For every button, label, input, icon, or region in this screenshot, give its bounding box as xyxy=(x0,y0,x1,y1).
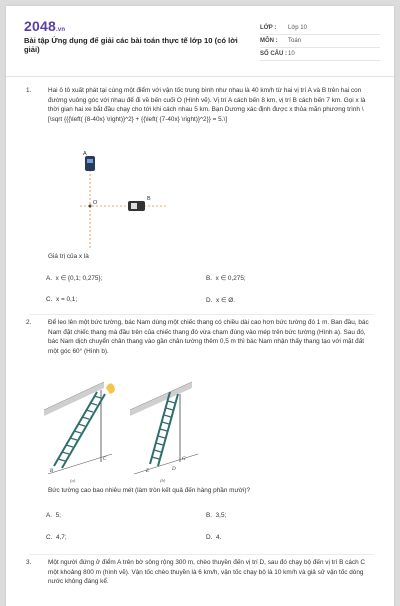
q1-option-a[interactable] xyxy=(46,274,206,282)
option-label: A. xyxy=(46,512,53,519)
figure-ladders xyxy=(42,374,202,486)
label-b: B xyxy=(147,196,151,202)
option-label: B. xyxy=(206,275,213,282)
q2-option-d[interactable] xyxy=(206,534,366,541)
question-separator xyxy=(28,314,374,315)
option-label: B. xyxy=(206,512,213,519)
meta-value: 10 xyxy=(288,51,295,57)
question-number: 1. xyxy=(26,87,32,94)
question-text: Để leo lên một bức tường, bác Nam dùng một chiếc thang có chiều dài cao hơn bức tường đó 1 m. Ban đầu, bác Nam đặt chiếc thang mà đầu trên của chiếc thang đó vừa chạm đúng vào mép trên bức tường (Hình a). Sau đó, bác Nam dịch chuyển chân thang vào gần chân tường thêm 0,5 m thì bác Nam nhận thấy thang tạo với mặt đất một góc 60° (Hình b). xyxy=(48,319,369,355)
question-1-prompt xyxy=(26,252,376,262)
meta-key: SỐ CÂU : xyxy=(260,51,287,57)
label-d: D xyxy=(172,467,176,472)
logo-text: 2048 xyxy=(24,18,56,34)
car-b-window xyxy=(131,203,137,209)
caption-a: (a) xyxy=(70,478,76,483)
q2-answers-row-1 xyxy=(46,512,366,519)
logo-suffix: .vn xyxy=(55,27,66,33)
label-b: B xyxy=(50,469,54,474)
meta-value: Lớp 10 xyxy=(288,25,307,31)
q2-option-b[interactable] xyxy=(206,512,366,519)
q1-answers-row-1 xyxy=(46,274,366,282)
meta-key: LỚP : xyxy=(260,25,277,31)
car-a-icon xyxy=(85,156,95,171)
prompt-text: Giá trị của x là xyxy=(48,253,89,260)
question-2 xyxy=(26,318,376,356)
label-c: C xyxy=(103,457,107,462)
prompt-text: Bức tường cao bao nhiêu mét (làm tròn kết quả đến hàng phần mười)? xyxy=(48,487,251,494)
question-separator xyxy=(28,554,374,555)
label-e: E xyxy=(146,469,150,474)
site-logo[interactable] xyxy=(24,18,65,34)
option-label: D. xyxy=(206,534,213,541)
option-text: x ∈ 0,275; xyxy=(215,275,246,282)
option-label: D. xyxy=(206,297,213,304)
header-divider xyxy=(6,76,394,77)
label-g: G xyxy=(182,457,186,462)
question-1 xyxy=(26,86,376,124)
question-number: 3. xyxy=(26,559,32,566)
option-text: 4,7; xyxy=(55,534,67,541)
q2-option-a[interactable] xyxy=(46,512,206,519)
wall-shade-b xyxy=(130,382,192,416)
option-text: 4. xyxy=(215,534,222,541)
option-text: 3,5; xyxy=(215,512,227,519)
q1-option-c[interactable] xyxy=(46,296,206,304)
question-number: 2. xyxy=(26,319,32,326)
option-text: 5; xyxy=(55,512,61,519)
option-text: x ∈ Ø. xyxy=(215,297,236,304)
q1-option-d[interactable] xyxy=(206,296,366,304)
q1-option-b[interactable] xyxy=(206,274,366,282)
question-text: Một người đứng ở điểm A trên bờ sông rộng 300 m, chèo thuyền đến vị trí D, sau đó chạy bộ đến vị trí B cách C một khoảng 800 m (hình vẽ). Vận tốc chèo thuyền là 6 km/h, vận tốc chạy bộ là 10 km/h và giả sử vận tốc dòng nước không đáng kể. xyxy=(48,559,366,585)
document-title: Bài tập Ứng dụng để giải các bài toán thực tế lớp 10 (có lời giải) xyxy=(24,36,238,54)
q1-answers-row-2 xyxy=(46,296,366,304)
meta-table xyxy=(260,22,380,61)
option-label: A. xyxy=(46,275,53,282)
question-2-prompt xyxy=(26,486,376,496)
point-o xyxy=(89,205,92,208)
q2-answers-row-2 xyxy=(46,534,366,541)
meta-row-count xyxy=(260,48,380,61)
meta-row-grade xyxy=(260,22,380,35)
document-header xyxy=(6,6,394,66)
option-text: x ∈ {0,1; 0,275}; xyxy=(55,275,103,282)
ground-b xyxy=(134,454,198,474)
label-o: O xyxy=(93,200,98,206)
cat-icon xyxy=(106,383,115,394)
caption-b: (b) xyxy=(160,478,166,483)
figure-cars-crossroads xyxy=(76,150,186,260)
option-label: C. xyxy=(46,296,53,303)
meta-value: Toán xyxy=(288,38,302,44)
meta-row-subject xyxy=(260,35,380,48)
q2-option-c[interactable] xyxy=(46,534,206,541)
meta-key: MÔN : xyxy=(260,38,278,44)
question-3 xyxy=(26,558,376,587)
label-a: A xyxy=(83,151,87,157)
question-text: Hai ô tô xuất phát tại cùng một điểm với vận tốc trung bình như nhau là 40 km/h từ hai vị trí A và B trên hai con đường vuông góc với nhau để đi về bến cuối O (Hình vẽ). Vị trí A cách bến 8 km, vị trí B cách bến 7 km. Gọi x là thời gian hai xe bắt đầu chạy cho tới khi cách nhau 5 km. Bạn Dương xác định được x thỏa mãn phương trình \[\sqrt {{{\left( {8-40x} \right)}^2} + {{\left( {7-40x} \right)}^2}} = 5.\] xyxy=(48,87,366,123)
car-a-window xyxy=(87,159,93,163)
option-text: x = 0,1; xyxy=(55,296,78,303)
option-label: C. xyxy=(46,534,53,541)
document-sheet xyxy=(6,6,394,606)
